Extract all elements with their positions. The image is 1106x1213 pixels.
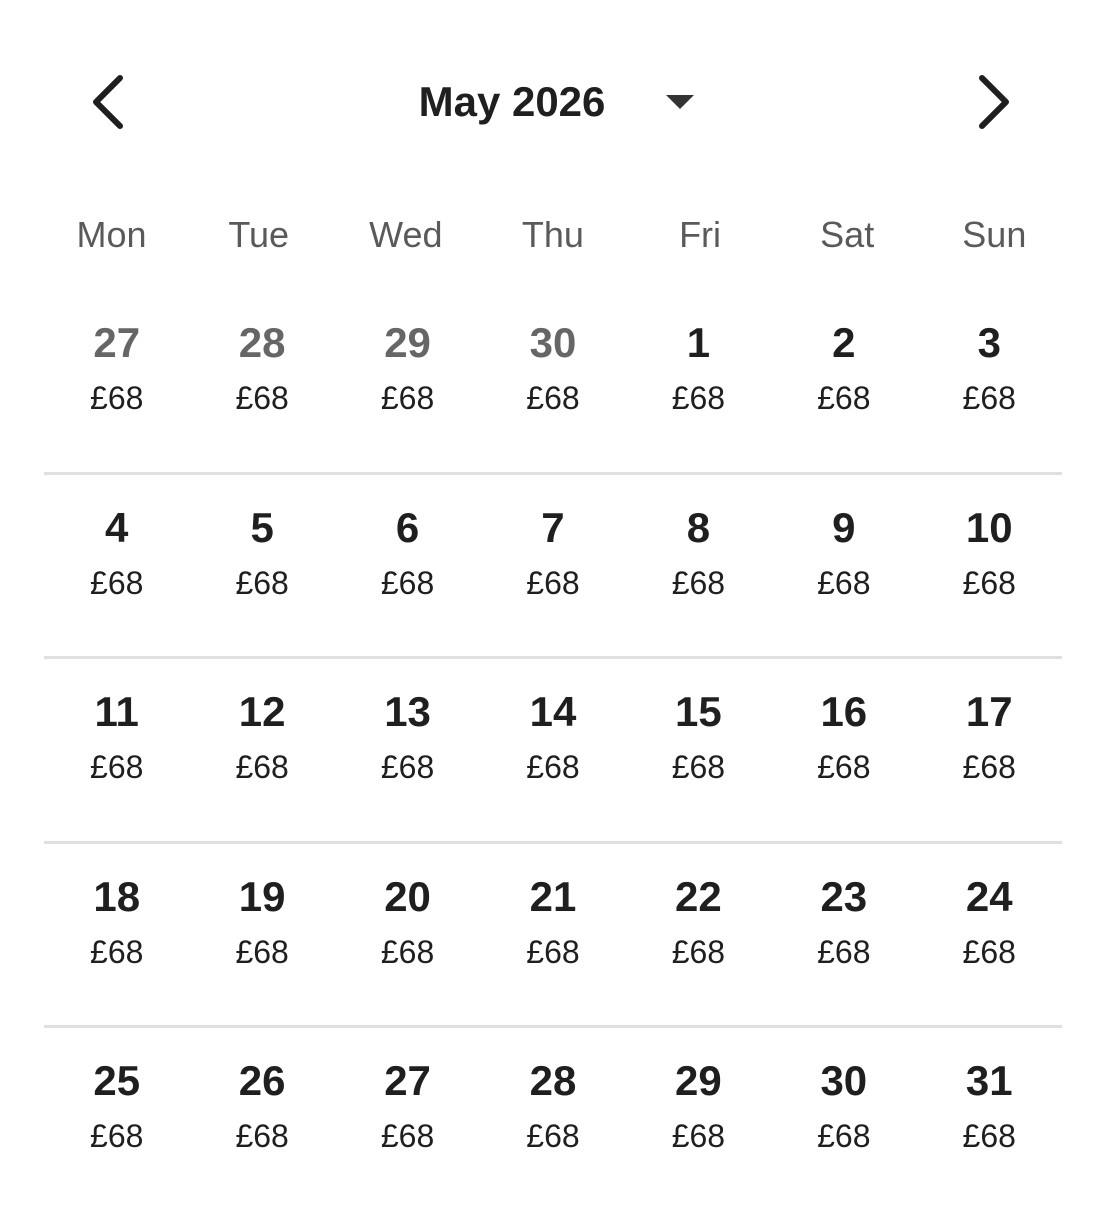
day-number: 13 <box>384 688 431 735</box>
calendar-day-cell[interactable] <box>626 844 771 1026</box>
chevron-left-icon <box>88 74 128 130</box>
day-number: 12 <box>238 688 286 735</box>
day-number: 16 <box>820 688 868 735</box>
day-number: 8 <box>686 503 711 551</box>
day-number: 10 <box>965 503 1013 551</box>
day-price: £68 <box>90 380 144 416</box>
day-number: 2 <box>832 319 856 366</box>
calendar-day-cell[interactable] <box>771 475 916 657</box>
caret-down-icon <box>664 92 696 112</box>
day-price: £68 <box>235 1118 289 1154</box>
day-number: 7 <box>541 503 565 551</box>
calendar-day-cell[interactable] <box>480 844 625 1026</box>
next-month-button[interactable] <box>962 70 1026 134</box>
calendar-day-cell[interactable] <box>480 475 625 657</box>
calendar-day-cell[interactable] <box>480 1028 625 1213</box>
day-price: £68 <box>526 749 580 785</box>
day-number: 5 <box>250 503 274 551</box>
day-number: 26 <box>238 1057 286 1104</box>
calendar-day-cell[interactable] <box>480 290 625 472</box>
day-price: £68 <box>962 933 1016 970</box>
day-price: £68 <box>962 1118 1016 1154</box>
day-price: £68 <box>671 380 726 416</box>
calendar-day-cell[interactable] <box>335 1028 480 1213</box>
day-number: 11 <box>94 688 139 735</box>
calendar-day-cell[interactable] <box>189 290 334 472</box>
calendar-week-row <box>44 1028 1062 1213</box>
calendar-day-cell[interactable] <box>626 1028 771 1213</box>
calendar-header <box>0 0 1106 200</box>
day-number: 23 <box>820 872 868 920</box>
day-price: £68 <box>235 564 289 601</box>
day-price: £68 <box>380 564 435 601</box>
day-number: 20 <box>384 872 431 920</box>
month-dropdown[interactable] <box>380 70 730 134</box>
calendar-day-cell[interactable] <box>480 659 625 841</box>
calendar-day-cell[interactable] <box>44 475 189 657</box>
calendar-day-cell[interactable] <box>626 659 771 841</box>
day-price: £68 <box>817 933 871 970</box>
day-number: 31 <box>965 1057 1013 1104</box>
weekday-label: Sun <box>962 214 1027 255</box>
calendar-day-cell[interactable] <box>626 290 771 472</box>
calendar-day-cell[interactable] <box>189 475 334 657</box>
day-price: £68 <box>380 933 435 970</box>
day-price: £68 <box>380 380 435 416</box>
day-price: £68 <box>817 380 871 416</box>
calendar-week-row <box>44 475 1062 660</box>
day-price: £68 <box>671 933 726 970</box>
day-price: £68 <box>380 1118 435 1154</box>
calendar-grid <box>38 290 1068 1213</box>
day-number: 6 <box>395 503 420 551</box>
day-number: 28 <box>238 319 286 366</box>
day-number: 9 <box>832 503 856 551</box>
day-number: 15 <box>675 688 722 735</box>
day-number: 24 <box>965 872 1013 920</box>
day-price: £68 <box>962 380 1016 416</box>
day-price: £68 <box>235 933 289 970</box>
calendar-day-cell[interactable] <box>44 844 189 1026</box>
day-number: 27 <box>93 319 141 366</box>
day-number: 3 <box>977 319 1001 366</box>
day-price: £68 <box>235 380 289 416</box>
weekday-header-row <box>38 210 1068 260</box>
calendar-week-row <box>44 290 1062 475</box>
calendar-day-cell[interactable] <box>771 1028 916 1213</box>
day-number: 28 <box>529 1057 577 1104</box>
calendar-day-cell[interactable] <box>44 290 189 472</box>
day-price: £68 <box>90 564 144 601</box>
calendar-day-cell[interactable] <box>335 290 480 472</box>
calendar-week-row <box>44 844 1062 1029</box>
calendar-day-cell[interactable] <box>44 1028 189 1213</box>
day-number: 18 <box>93 872 141 920</box>
calendar-day-cell[interactable] <box>189 659 334 841</box>
weekday-label: Fri <box>679 214 722 255</box>
month-title: May 2026 <box>418 78 606 125</box>
weekday-label: Wed <box>369 214 443 255</box>
day-number: 4 <box>105 503 129 551</box>
calendar-day-cell[interactable] <box>917 290 1062 472</box>
day-price: £68 <box>671 749 726 785</box>
day-price: £68 <box>526 933 580 970</box>
day-number: 21 <box>529 872 577 920</box>
day-number: 29 <box>675 1057 722 1104</box>
day-number: 22 <box>675 872 722 920</box>
calendar-day-cell[interactable] <box>335 844 480 1026</box>
day-price: £68 <box>526 1118 580 1154</box>
calendar-day-cell[interactable] <box>189 844 334 1026</box>
day-number: 1 <box>686 319 711 366</box>
day-number: 27 <box>384 1057 431 1104</box>
calendar-day-cell[interactable] <box>44 659 189 841</box>
calendar-day-cell[interactable] <box>917 1028 1062 1213</box>
calendar-day-cell[interactable] <box>917 475 1062 657</box>
day-price: £68 <box>380 749 435 785</box>
calendar-day-cell[interactable] <box>335 475 480 657</box>
day-price: £68 <box>90 749 144 785</box>
calendar-day-cell[interactable] <box>917 844 1062 1026</box>
calendar-day-cell[interactable] <box>917 659 1062 841</box>
day-price: £68 <box>235 749 289 785</box>
day-price: £68 <box>817 564 871 601</box>
day-number: 30 <box>529 319 577 366</box>
previous-month-button[interactable] <box>76 70 140 134</box>
day-number: 14 <box>529 688 577 735</box>
day-number: 30 <box>820 1057 868 1104</box>
weekday-label: Thu <box>521 214 584 255</box>
calendar-day-cell[interactable] <box>771 844 916 1026</box>
day-price: £68 <box>962 564 1016 601</box>
calendar-day-cell[interactable] <box>771 659 916 841</box>
chevron-right-icon <box>974 74 1014 130</box>
day-price: £68 <box>817 1118 871 1154</box>
weekday-label: Sat <box>820 214 875 255</box>
day-price: £68 <box>671 1118 726 1154</box>
day-price: £68 <box>90 1118 144 1154</box>
day-number: 25 <box>93 1057 141 1104</box>
day-price: £68 <box>962 749 1016 785</box>
day-price: £68 <box>817 749 871 785</box>
day-price: £68 <box>671 564 726 601</box>
calendar-day-cell[interactable] <box>189 1028 334 1213</box>
weekday-label: Tue <box>228 214 290 255</box>
day-number: 19 <box>238 872 286 920</box>
day-price: £68 <box>90 933 144 970</box>
calendar-day-cell[interactable] <box>335 659 480 841</box>
day-price: £68 <box>526 564 580 601</box>
weekday-label: Mon <box>76 214 147 255</box>
day-number: 29 <box>384 319 431 366</box>
calendar-week-row <box>44 659 1062 844</box>
calendar-day-cell[interactable] <box>771 290 916 472</box>
day-price: £68 <box>526 380 580 416</box>
day-number: 17 <box>965 688 1013 735</box>
calendar-day-cell[interactable] <box>626 475 771 657</box>
